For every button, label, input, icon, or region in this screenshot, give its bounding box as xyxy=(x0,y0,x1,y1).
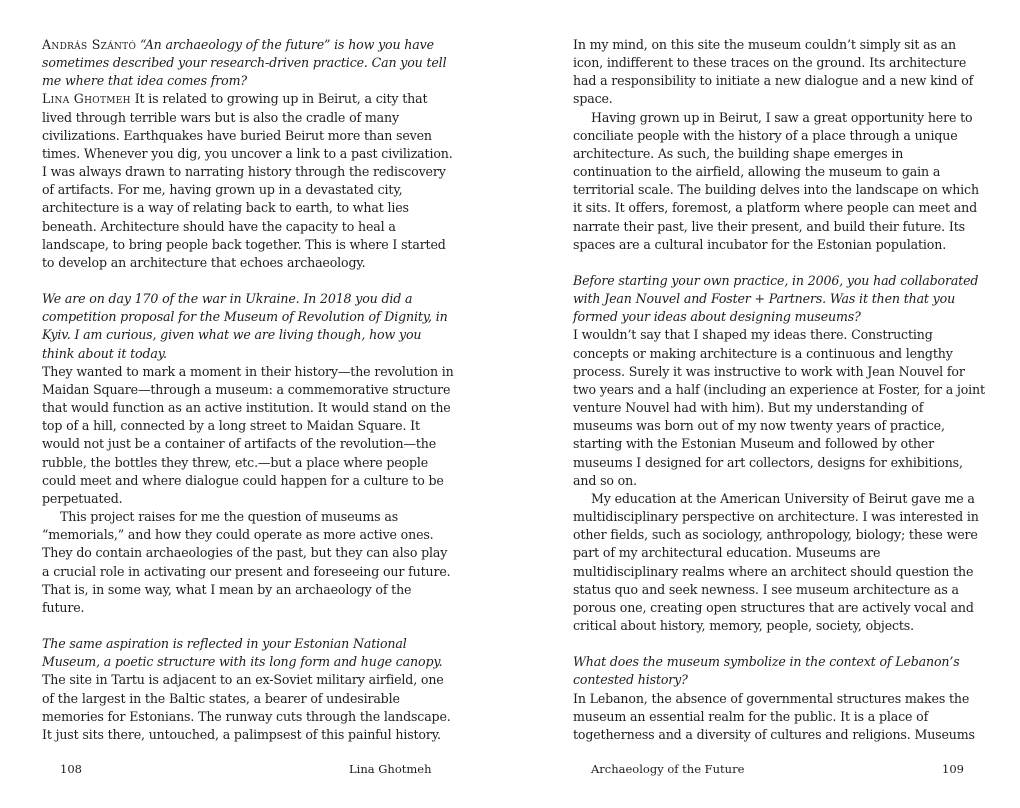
interview-question-3 xyxy=(42,635,454,671)
question-text: Before starting your own practice, in 2006, you had collaborated with Jean Nouvel and Foster + Partners. Was it then that you formed your ideas about designing museums? xyxy=(573,273,979,325)
interviewee-name: Lina Ghotmeh xyxy=(42,91,131,107)
answer-paragraph: Having grown up in Beirut, I saw a great opportunity here to conciliate people with the history of a place through a unique architecture. As such, the building shape emerges in continuation to the airfield, allowing the museum to gain a territorial scale. The building delves into the landscape on which it sits. It offers, foremost, a platform where people can meet and narrate their past, live their present, and build their future. Its spaces are a cultural incubator for the Estonian population. xyxy=(573,109,979,252)
interview-question-1 xyxy=(42,36,454,90)
interview-question-4 xyxy=(573,272,985,326)
question-text: We are on day 170 of the war in Ukraine. In 2018 you did a competition proposal for the Museum of Revolution of Dignity, in Kyiv. I am curious, given what we are living though, how you think about it today. xyxy=(42,291,448,361)
interview-answer-1 xyxy=(42,90,454,272)
answer-paragraph: The site in Tartu is adjacent to an ex-Soviet military airfield, one of the largest in the Baltic states, a bearer of undesirable memories for Estonians. The runway cuts through the landscape. It just sits there, untouched, a palimpsest of this painful history. xyxy=(42,672,451,742)
answer-paragraph: In my mind, on this site the museum couldn’t simply sit as an icon, indifferent to these traces on the ground. Its architecture had a responsibility to initiate a new dialogue and a new kind of space. xyxy=(573,37,974,107)
interview-question-5 xyxy=(573,653,985,689)
left-page xyxy=(42,36,454,744)
answer-paragraph: They wanted to mark a moment in their history—the revolution in Maidan Square—through a museum: a commemorative structure that would function as an active institution. It would stand on the top of a hill, connected by a long street to Maidan Square. It would not just be a container of artifacts of the revolution—the rubble, the bottles they threw, etc.—but a place where people could meet and where dialogue could happen for a culture to be perpetuated. xyxy=(42,363,454,506)
answer-paragraph: I wouldn’t say that I shaped my ideas there. Constructing concepts or making architecture is a continuous and lengthy process. Surely it was instructive to work with Jean Nouvel for two years and a half (including an experience at Foster, for a joint venture Nouvel had with him). But my understanding of museums was born out of my now twenty years of practice, starting with the Estonian Museum and followed by other museums I designed for art collectors, designs for exhibitions, and so on. xyxy=(573,327,985,488)
answer-paragraph: My education at the American University of Beirut gave me a multidisciplinary perspective on architecture. I was interested in other fields, such as sociology, anthropology, biology; these were part of my architectural education. Museums are multidisciplinary realms where an architect should question the status quo and seek newness. I see museum architecture as a porous one, creating open structures that are actively vocal and critical about history, memory, people, society, objects. xyxy=(573,490,979,633)
question-text: What does the museum symbolize in the context of Lebanon’s contested history? xyxy=(573,654,960,688)
interviewer-name: András Szántó xyxy=(42,37,137,52)
interview-answer-4 xyxy=(573,326,985,635)
answer-paragraph: This project raises for me the question of museums as “memorials,” and how they could operate as more active ones. They do contain archaeologies of the past, but they can also play a crucial role in activating our present and foreseeing our future. That is, in some way, what I mean by an archaeology of the future. xyxy=(42,509,451,615)
question-text: “An archaeology of the future” is how you have sometimes described your research-driven practice. Can you tell me where that idea comes from? xyxy=(42,37,447,89)
interview-answer-3 xyxy=(42,671,454,744)
page-number-left: 108 xyxy=(60,762,82,776)
question-text: The same aspiration is reflected in your Estonian National Museum, a poetic structure with its long form and huge canopy. xyxy=(42,636,443,670)
right-page xyxy=(573,36,985,744)
answer-continuation xyxy=(573,36,985,254)
interview-answer-5 xyxy=(573,690,985,744)
interview-question-2 xyxy=(42,290,454,363)
answer-text: It is related to growing up in Beirut, a city that lived through terrible wars but is also the cradle of many civilizations. Earthquakes have buried Beirut more than seven times. Whenever you dig, you uncover a link to a past civilization. I was always drawn to narrating history through the rediscovery of artifacts. For me, having grown up in a devastated city, architecture is a way of relating back to earth, to what lies beneath. Architecture should have the capacity to heal a landscape, to bring people back together. This is where I started to develop an architecture that echoes archaeology. xyxy=(42,91,453,270)
interview-answer-2 xyxy=(42,363,454,617)
answer-paragraph: In Lebanon, the absence of governmental structures makes the museum an essential realm for the public. It is a place of togetherness and a diversity of cultures and religions. Museums xyxy=(573,690,975,742)
running-head-left: Lina Ghotmeh xyxy=(349,762,432,776)
page-number-right: 109 xyxy=(942,762,964,776)
running-head-right: Archaeology of the Future xyxy=(591,762,745,776)
